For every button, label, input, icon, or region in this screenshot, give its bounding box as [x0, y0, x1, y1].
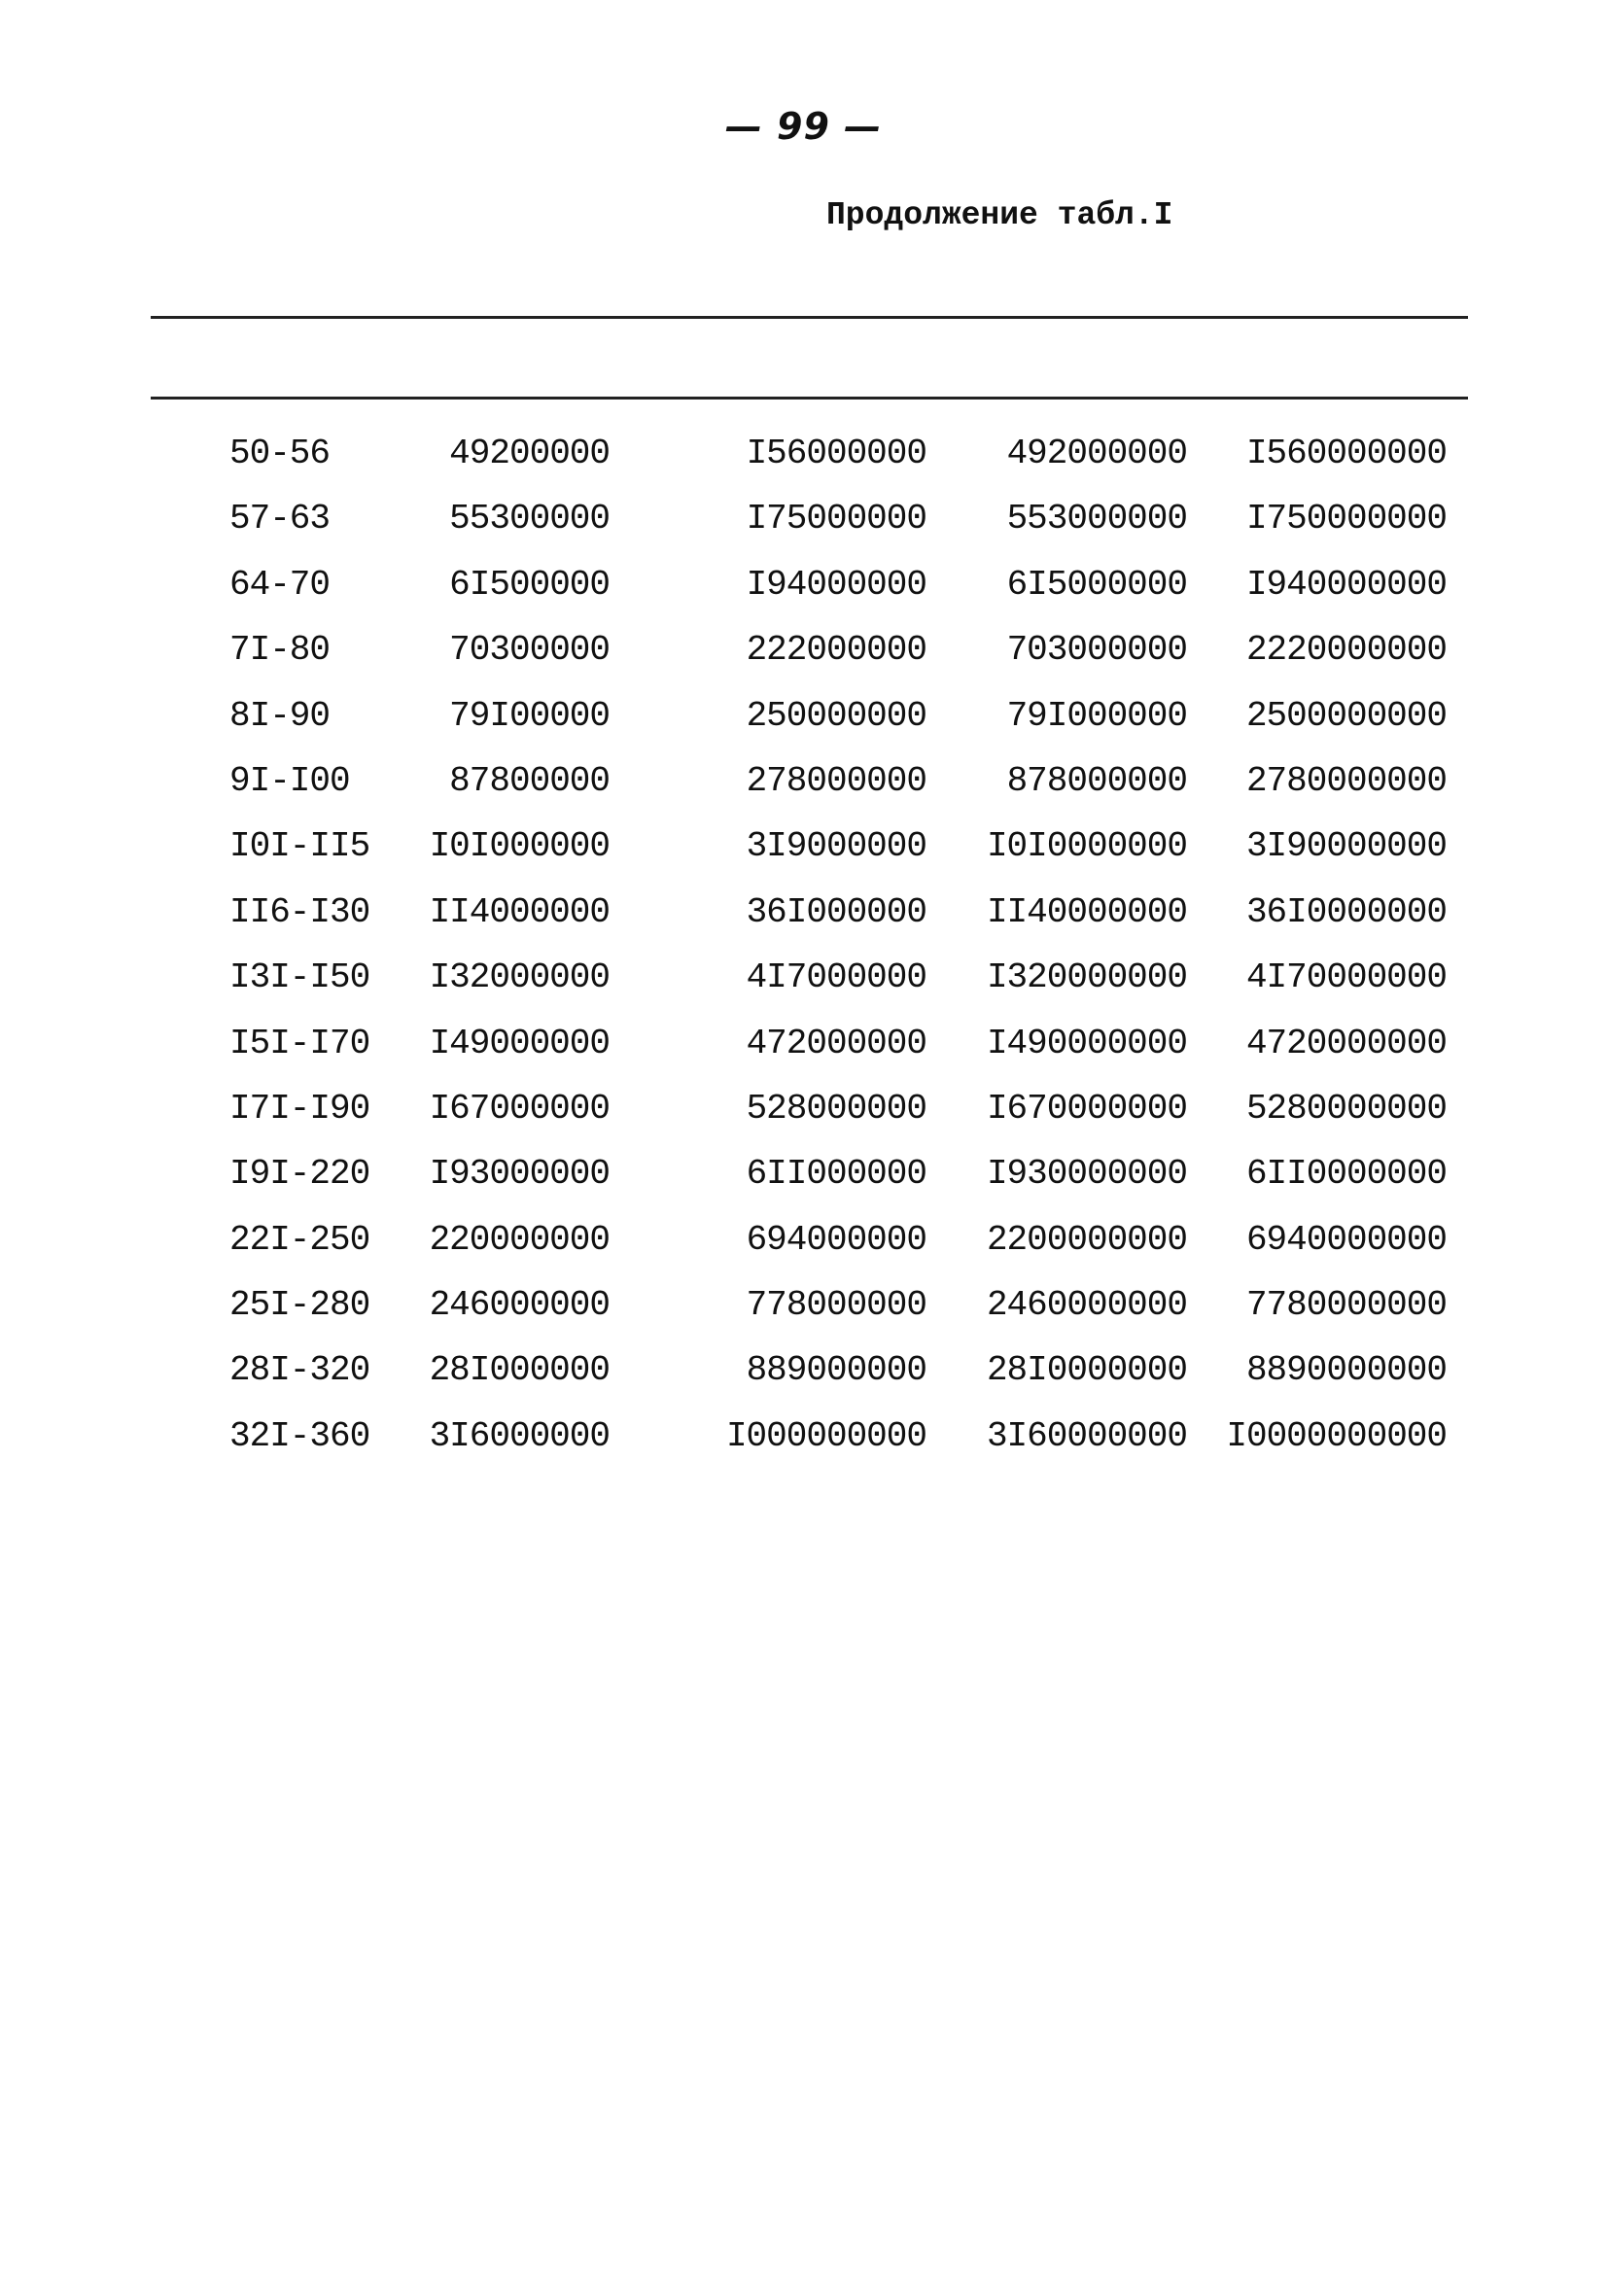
value-cell: I000000000 [725, 1415, 926, 1456]
page-number: — 99 — [724, 105, 883, 148]
value-cell: I67000000 [429, 1088, 610, 1129]
value-cell: 5280000000 [1245, 1088, 1447, 1129]
value-cell: I320000000 [986, 957, 1187, 998]
range-cell: 7I-80 [229, 630, 331, 671]
value-cell: 36I000000 [746, 891, 926, 932]
value-cell: 6I5000000 [1006, 564, 1187, 605]
table-row [0, 1412, 1607, 1478]
value-cell: I0I000000 [429, 826, 610, 867]
value-cell: I93000000 [429, 1154, 610, 1195]
value-cell: 250000000 [746, 695, 926, 736]
table-row [0, 1281, 1607, 1346]
value-cell: 778000000 [746, 1285, 926, 1326]
value-cell: 3I9000000 [746, 826, 926, 867]
value-cell: I0000000000 [1226, 1415, 1447, 1456]
value-cell: 2500000000 [1245, 695, 1447, 736]
value-cell: I490000000 [986, 1023, 1187, 1063]
value-cell: 3I6000000 [429, 1415, 610, 1456]
range-cell: 8I-90 [229, 695, 331, 736]
range-cell: 57-63 [229, 499, 331, 539]
range-cell: 50-56 [229, 434, 331, 473]
value-cell: 2200000000 [986, 1219, 1187, 1260]
value-cell: I75000000 [746, 499, 926, 539]
value-cell: II40000000 [986, 891, 1187, 932]
value-cell: 4I70000000 [1245, 957, 1447, 998]
value-cell: 6II0000000 [1245, 1154, 1447, 1195]
value-cell: 553000000 [1006, 499, 1187, 539]
value-cell: 3I60000000 [986, 1415, 1187, 1456]
value-cell: I930000000 [986, 1154, 1187, 1195]
table-row [0, 757, 1607, 822]
value-cell: 55300000 [449, 499, 610, 539]
value-cell: I670000000 [986, 1088, 1187, 1129]
value-cell: I56000000 [746, 434, 926, 473]
value-cell: 4720000000 [1245, 1023, 1447, 1063]
value-cell: I94000000 [746, 564, 926, 605]
value-cell: II4000000 [429, 891, 610, 932]
table-row [0, 1216, 1607, 1281]
value-cell: 278000000 [746, 760, 926, 801]
table-row [0, 692, 1607, 757]
range-cell: I7I-I90 [229, 1088, 370, 1129]
table-row [0, 888, 1607, 954]
table-row [0, 1020, 1607, 1085]
value-cell: 36I0000000 [1245, 891, 1447, 932]
value-cell: 2220000000 [1245, 630, 1447, 671]
value-cell: I0I0000000 [986, 826, 1187, 867]
value-cell: 694000000 [746, 1219, 926, 1260]
value-cell: 222000000 [746, 630, 926, 671]
range-cell: I3I-I50 [229, 957, 370, 998]
range-cell: I0I-II5 [229, 826, 370, 867]
value-cell: 28I0000000 [986, 1350, 1187, 1391]
value-cell: 3I90000000 [1245, 826, 1447, 867]
value-cell: 492000000 [1006, 434, 1187, 473]
value-cell: 2460000000 [986, 1285, 1187, 1326]
table-top-rule [151, 316, 1468, 319]
value-cell: 79I000000 [1006, 695, 1187, 736]
value-cell: 889000000 [746, 1350, 926, 1391]
value-cell: 4I7000000 [746, 957, 926, 998]
table-row [0, 430, 1607, 495]
value-cell: 246000000 [429, 1285, 610, 1326]
table-row [0, 1150, 1607, 1215]
table-continuation-caption: Продолжение табл.I [826, 197, 1173, 233]
value-cell: 49200000 [449, 434, 610, 473]
value-cell: 472000000 [746, 1023, 926, 1063]
range-cell: 28I-320 [229, 1350, 370, 1391]
value-cell: 79I00000 [449, 695, 610, 736]
table-row [0, 822, 1607, 887]
table-row [0, 495, 1607, 560]
value-cell: 6II000000 [746, 1154, 926, 1195]
table-row [0, 954, 1607, 1019]
range-cell: II6-I30 [229, 891, 370, 932]
value-cell: 220000000 [429, 1219, 610, 1260]
value-cell: 7780000000 [1245, 1285, 1447, 1326]
range-cell: I9I-220 [229, 1154, 370, 1195]
value-cell: 878000000 [1006, 760, 1187, 801]
value-cell: 28I000000 [429, 1350, 610, 1391]
range-cell: 22I-250 [229, 1219, 370, 1260]
value-cell: 87800000 [449, 760, 610, 801]
value-cell: 6I500000 [449, 564, 610, 605]
value-cell: I560000000 [1245, 434, 1447, 473]
value-cell: I750000000 [1245, 499, 1447, 539]
value-cell: 2780000000 [1245, 760, 1447, 801]
range-cell: 64-70 [229, 564, 331, 605]
value-cell: 70300000 [449, 630, 610, 671]
data-table [0, 430, 1607, 1478]
table-row [0, 1346, 1607, 1411]
table-row [0, 1085, 1607, 1150]
table-row [0, 626, 1607, 691]
value-cell: I49000000 [429, 1023, 610, 1063]
value-cell: I32000000 [429, 957, 610, 998]
value-cell: 703000000 [1006, 630, 1187, 671]
range-cell: 32I-360 [229, 1415, 370, 1456]
range-cell: 9I-I00 [229, 760, 350, 801]
range-cell: 25I-280 [229, 1285, 370, 1326]
value-cell: I940000000 [1245, 564, 1447, 605]
table-header-rule [151, 397, 1468, 400]
value-cell: 6940000000 [1245, 1219, 1447, 1260]
value-cell: 8890000000 [1245, 1350, 1447, 1391]
value-cell: 528000000 [746, 1088, 926, 1129]
range-cell: I5I-I70 [229, 1023, 370, 1063]
table-row [0, 561, 1607, 626]
